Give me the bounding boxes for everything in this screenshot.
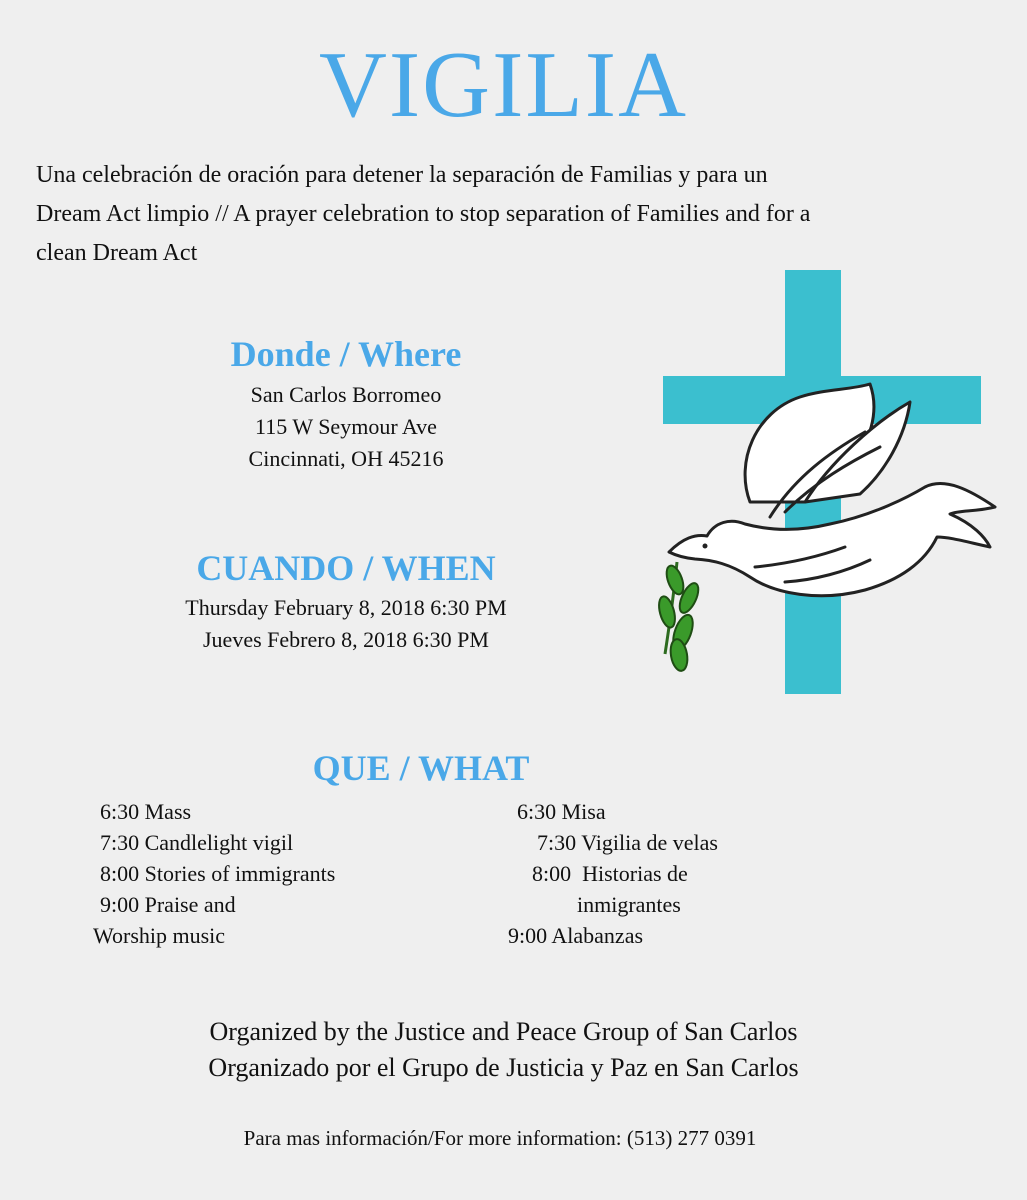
cross-dove-illustration	[655, 262, 1005, 702]
program-en-2: 7:30 Candlelight vigil	[100, 830, 294, 855]
date-spanish: Jueves Febrero 8, 2018 6:30 PM	[203, 627, 489, 652]
when-heading: CUANDO / WHEN	[196, 548, 496, 588]
city-state-zip: Cincinnati, OH 45216	[248, 446, 444, 471]
intro-line: Dream Act limpio // A prayer celebration to stop separation of Families and for a	[36, 201, 811, 227]
program-en-3: 8:00 Stories of immigrants	[100, 861, 336, 886]
intro-line: clean Dream Act	[36, 240, 198, 266]
dove-eye	[703, 544, 708, 549]
program-en-1: 6:30 Mass	[100, 799, 192, 824]
organizer-english: Organized by the Justice and Peace Group of San Carlos	[209, 1017, 798, 1046]
intro-text	[36, 156, 986, 273]
program-es-3: 8:00 Historias de	[532, 861, 688, 886]
program-es-1: 6:30 Misa	[517, 799, 606, 824]
organizers	[0, 1014, 1007, 1086]
organizer-spanish: Organizado por el Grupo de Justicia y Paz en San Carlos	[208, 1053, 799, 1082]
program-en-4: 9:00 Praise and	[100, 892, 236, 917]
venue-name: San Carlos Borromeo	[250, 382, 442, 407]
date-english: Thursday February 8, 2018 6:30 PM	[185, 595, 507, 620]
page-title: VIGILIA	[319, 33, 688, 137]
street-address: 115 W Seymour Ave	[255, 414, 437, 439]
where-heading: Donde / Where	[230, 334, 462, 374]
contact-info: Para mas información/For more information: (513) 277 0391	[243, 1126, 757, 1150]
when-dates	[100, 592, 592, 656]
program-es-5: 9:00 Alabanzas	[508, 923, 644, 948]
program-en-5: Worship music	[93, 923, 226, 948]
program-es-2: 7:30 Vigilia de velas	[537, 830, 718, 855]
program-es-4: inmigrantes	[577, 892, 681, 917]
what-heading: QUE / WHAT	[312, 748, 530, 788]
intro-line: Una celebración de oración para detener la separación de Familias y para un	[36, 162, 768, 188]
where-address	[140, 379, 552, 475]
olive-branch-icon	[656, 562, 702, 672]
